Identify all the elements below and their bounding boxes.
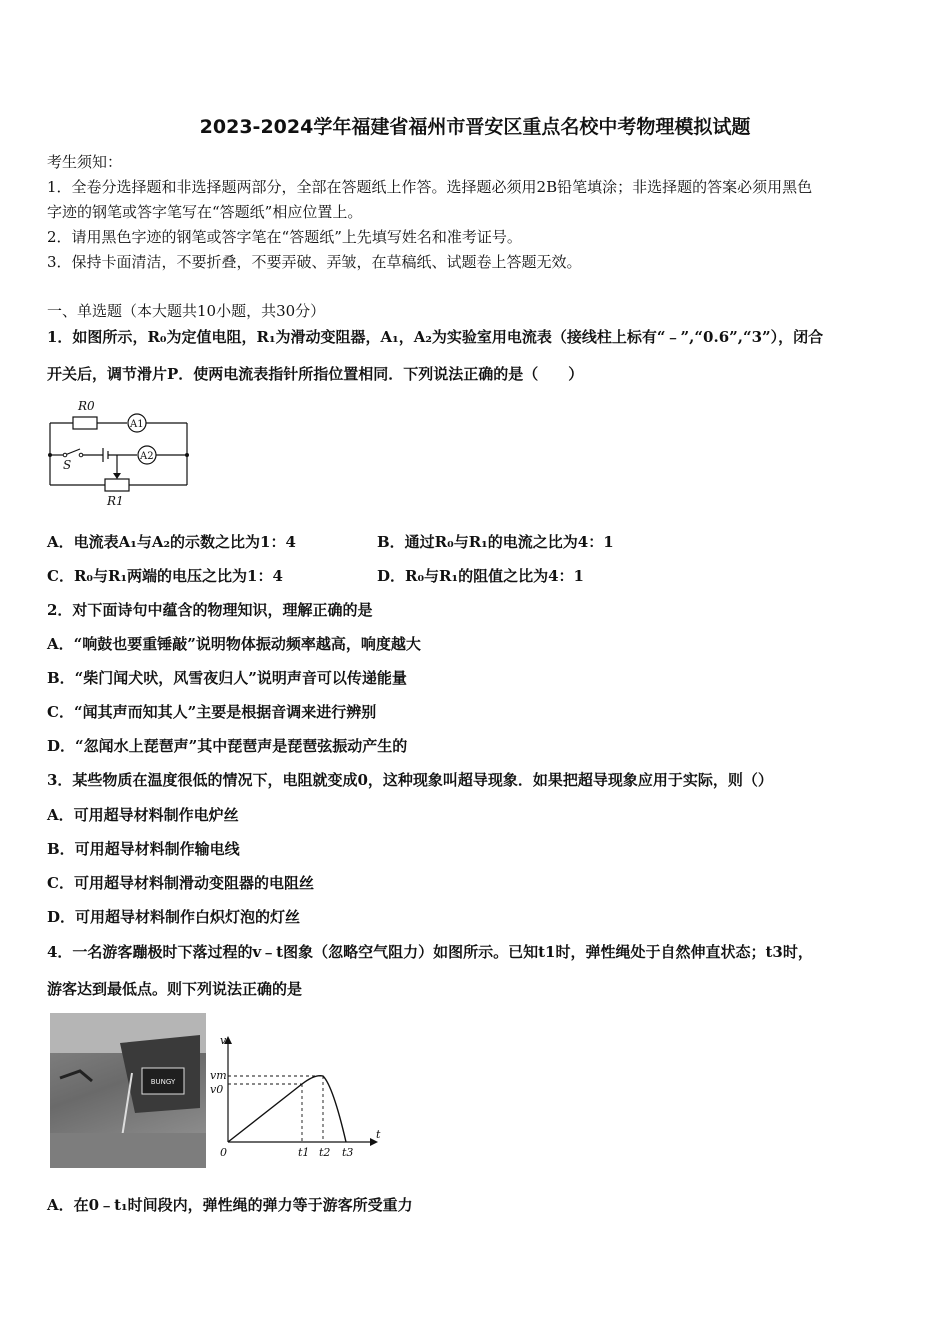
bungy-sign: BUNGY	[150, 1078, 176, 1086]
notice-line-2: 2．请用黑色字迹的钢笔或答字笔在“答题纸”上先填写姓名和准考证号。	[47, 228, 522, 246]
notice-line-1a: 1．全卷分选择题和非选择题两部分，全部在答题纸上作答。选择题必须用2B铅笔填涂；非选择题的答案必须用黑色	[47, 178, 813, 196]
q3-stem: 3．某些物质在温度很低的情况下，电阻就变成0，这种现象叫超导现象．如果把超导现象应用于实际，则（）	[47, 771, 773, 789]
v0-label: v0	[210, 1083, 224, 1096]
t3-label: t3	[342, 1146, 354, 1159]
q1-option-b[interactable]: B．通过R₀与R₁的电流之比为4：1	[377, 533, 614, 551]
notice-line-1b: 字迹的钢笔或答字笔写在“答题纸”相应位置上。	[47, 203, 363, 221]
q4-option-a[interactable]: A．在0﹣t₁时间段内，弹性绳的弹力等于游客所受重力	[47, 1196, 413, 1214]
q1-stem-1: 1．如图所示，R₀为定值电阻，R₁为滑动变阻器，A₁，A₂为实验室用电流表（接线柱上标有“﹣”,“0.6”,“3”），闭合	[47, 328, 824, 346]
q3-option-a[interactable]: A．可用超导材料制作电炉丝	[47, 806, 239, 824]
q3-option-d[interactable]: D．可用超导材料制作白炽灯泡的灯丝	[47, 908, 301, 926]
vt-graph	[210, 1034, 385, 1164]
q1-stem-2: 开关后，调节滑片P．使两电流表指针所指位置相同．下列说法正确的是（ ）	[47, 365, 584, 383]
section-heading: 一、单选题（本大题共10小题，共30分）	[47, 302, 326, 320]
velocity-curve	[228, 1076, 346, 1142]
label-r0: R0	[78, 399, 95, 413]
q1-option-c[interactable]: C．R₀与R₁两端的电压之比为1：4	[47, 567, 283, 585]
q2-option-a[interactable]: A．“响鼓也要重锤敲”说明物体振动频率越高，响度越大	[47, 635, 421, 653]
slider-arrow	[113, 473, 121, 479]
q4-stem-1: 4．一名游客蹦极时下落过程的v﹣t图象（忽略空气阻力）如图所示。已知t1时，弹性绳处于自然伸直状态；t3时，	[47, 943, 813, 961]
circuit-diagram	[45, 393, 200, 511]
q3-option-c[interactable]: C．可用超导材料制滑动变阻器的电阻丝	[47, 874, 314, 892]
origin-label: 0	[220, 1146, 227, 1159]
q2-option-b[interactable]: B．“柴门闻犬吠，风雪夜归人”说明声音可以传递能量	[47, 669, 407, 687]
v-label: v	[220, 1034, 227, 1047]
bungee-photo	[50, 1013, 206, 1168]
label-a1: A1	[130, 419, 144, 430]
t-label: t	[376, 1128, 381, 1141]
q4-stem-2: 游客达到最低点。则下列说法正确的是	[47, 980, 303, 998]
q2-option-c[interactable]: C．“闻其声而知其人”主要是根据音调来进行辨别	[47, 703, 377, 721]
q3-option-b[interactable]: B．可用超导材料制作输电线	[47, 840, 240, 858]
label-r1: R1	[107, 494, 124, 508]
vm-label: vm	[210, 1069, 227, 1082]
notice-line-3: 3．保持卡面清洁，不要折叠，不要弄破、弄皱，在草稿纸、试题卷上答题无效。	[47, 253, 582, 271]
q2-stem: 2．对下面诗句中蕴含的物理知识，理解正确的是	[47, 601, 373, 619]
q1-option-a[interactable]: A．电流表A₁与A₂的示数之比为1：4	[47, 533, 296, 551]
label-a2: A2	[140, 451, 154, 462]
page-title: 2023-2024学年福建省福州市晋安区重点名校中考物理模拟试题	[199, 116, 751, 138]
q1-option-d[interactable]: D．R₀与R₁的阻值之比为4：1	[377, 567, 584, 585]
notice-heading: 考生须知：	[47, 153, 123, 171]
q2-option-d[interactable]: D．“忽闻水上琵琶声”其中琵琶声是琵琶弦振动产生的	[47, 737, 408, 755]
t2-label: t2	[319, 1146, 331, 1159]
t1-label: t1	[298, 1146, 310, 1159]
label-s: S	[63, 458, 72, 472]
